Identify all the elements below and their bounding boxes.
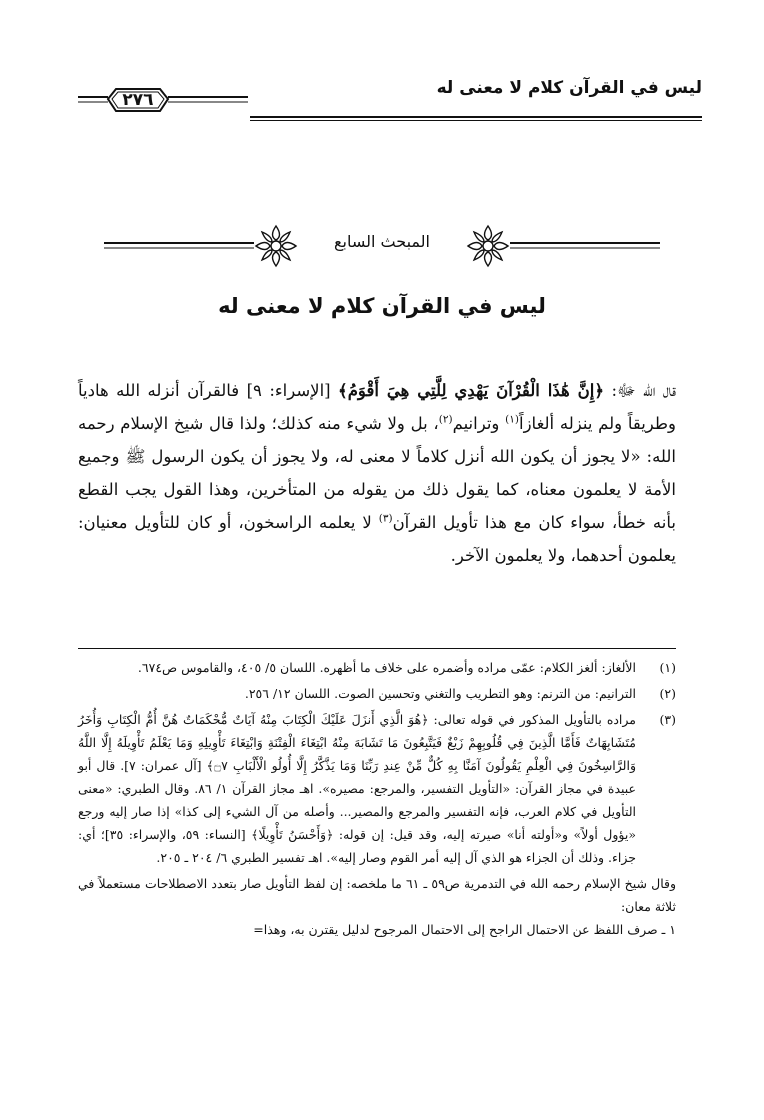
running-header [78,78,702,118]
footnote-text: مراده بالتأويل المذكور في قوله تعالى: ﴿هُوَ الَّذِي أَنزَلَ عَلَيْكَ الْكِتَابَ مِنْهُ آيَاتٌ مُّحْكَمَاتٌ هُنَّ أُمُّ الْكِتَابِ وَأُخَرُ مُتَشَابِهَاتٌ فَأَمَّا الَّذِينَ فِي قُلُوبِهِمْ زَيْغٌ فَيَتَّبِعُونَ مَا تَشَابَهَ مِنْهُ ابْتِغَاءَ الْفِتْنَةِ وَابْتِغَاءَ تَأْوِيلِهِ وَمَا يَعْلَمُ تَأْوِيلَهُ إِلَّا اللَّهُ وَالرَّاسِخُونَ فِي الْعِلْمِ يَقُولُونَ آمَنَّا بِهِ كُلٌّ مِّنْ عِندِ رَبِّنَا وَمَا يَذَّكَّرُ إِلَّا أُولُو الْأَلْبَابِ ۝٧﴾ [آل عمران: ٧]. قال أبو عبيدة في مجاز القرآن: «التأويل التفسير، والمرجع: مصيره». اهـ مجاز القرآن ١/ ٨٦. وقال الطبري: «معنى التأويل في كلام العرب، فإنه التفسير والمرجع والمصير... وأصله من آل الشيء إلى كذا» إذا صار إليه ورجع «يؤول أولاً» و«أولته أنا» صيرته إليه، وقد قيل: إن قوله: ﴿وَأَحْسَنُ تَأْوِيلًا﴾ [النساء: ٥٩، والإسراء: ٣٥]؛ أي: جزاء. وذلك أن الجزاء هو الذي آل إليه أمر القوم وصار إليه». اهـ تفسير الطبري ٦/ ٢٠٤ ـ ٢٠٥. [78,712,637,865]
section-label: المبحث السابع [334,232,430,251]
footnote-separator [78,648,676,649]
page-number: ٢٧٦ [122,90,154,110]
body-text: وترانيم [452,414,506,433]
footnote-ref[interactable]: (٣) [378,512,393,525]
footnote-text: الألغاز: ألغز الكلام: عمّى مراده وأضمره على خلاف ما أظهره. اللسان ٥/ ٤٠٥، والقاموس ص٦٧٤. [137,660,636,675]
footnote [78,708,676,869]
body-text: لا يعلمه الراسخون، أو كان للتأويل معنيان: يعلمون أحدهما، ولا يعلمون الآخر. [78,513,676,565]
footnote-number: (٣) [659,712,676,727]
page-number-ornament [78,86,248,116]
section-heading [104,222,660,270]
footnote-ref[interactable]: (١) [505,413,519,426]
body-text: ، بل ولا شيء منه كذلك؛ ولذا قال شيخ الإسلام رحمه الله: «لا يجوز أن يكون الله أنزل كلاماً لا معنى له، ولا يجوز أن يكون الرسول ﷺ وجميع الأمة لا يعلمون معناه، كما يقول ذلك من يقوله من المتأخرين، وهذا القول يجب القطع بأنه خطأ، سواء كان مع هذا تأويل القرآن [78,414,676,532]
body-text: قال الله ﷻ: [604,381,676,400]
footnote-continuation: ١ ـ صرف اللفظ عن الاحتمال الراجح إلى الاحتمال المرجوح لدليل يقترن به، وهذا= [253,922,676,937]
main-body [78,374,676,572]
running-title: ليس في القرآن كلام لا معنى له [436,78,702,98]
footnote [78,682,676,705]
footnotes [78,656,676,941]
footnote [78,656,676,679]
header-rule-thin [250,120,702,121]
footnote-ref[interactable]: (٢) [438,413,453,426]
footnote-continuation: وقال شيخ الإسلام رحمه الله في التدمرية ص٥٩ ـ ٦١ ما ملخصه: إن لفظ التأويل صار بتعدد الاصطلاحات مستعملاً في ثلاثة معان: [78,876,677,914]
footnote-number: (١) [659,660,676,675]
chapter-title: ليس في القرآن كلام لا معنى له [218,294,546,318]
footnote-text: الترانيم: من الترنم: وهو التطريب والتغني وتحسين الصوت. اللسان ١٢/ ٢٥٦. [244,686,636,701]
body-paragraph [78,374,676,572]
footnote-number: (٢) [659,686,676,701]
body-text: [الإسراء: ٩] فالقرآن أنزله الله هادياً وطريقاً ولم ينزله ألغازاً [78,381,676,433]
header-rule [250,116,702,118]
quran-verse: ﴿إِنَّ هَٰذَا الْقُرْآنَ يَهْدِي لِلَّتِي هِيَ أَقْوَمُ﴾ [338,381,605,400]
